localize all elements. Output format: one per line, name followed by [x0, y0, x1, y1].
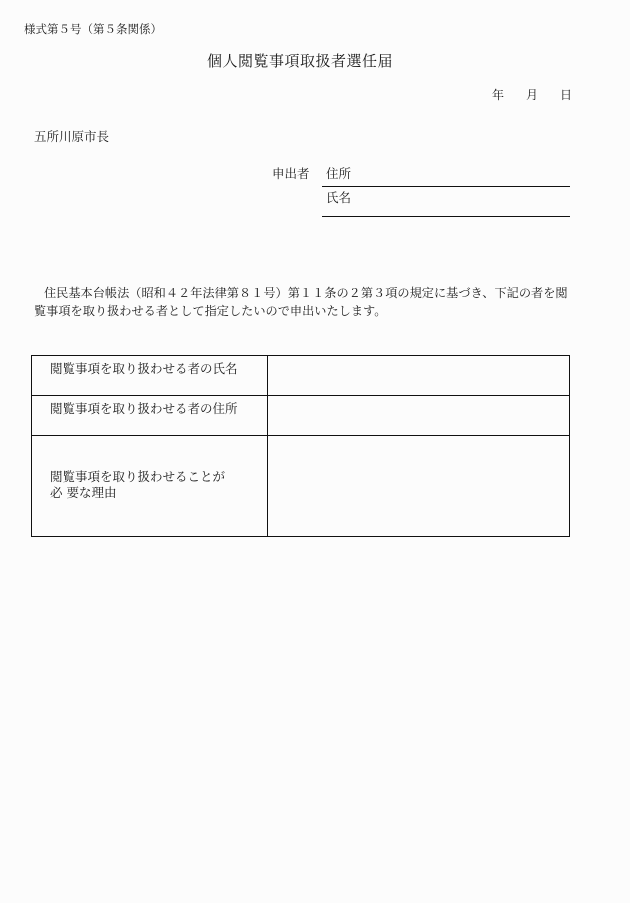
- table-row: [32, 396, 570, 436]
- applicant-address-label: 住所: [326, 166, 352, 181]
- applicant-name-line[interactable]: [322, 216, 570, 217]
- date-field: [492, 86, 572, 103]
- handler-address-field[interactable]: [268, 396, 570, 436]
- reason-field[interactable]: [268, 436, 570, 537]
- date-year-label: 年: [492, 88, 505, 102]
- date-day-label: 日: [560, 88, 573, 102]
- designation-table: [31, 355, 570, 537]
- addressee: 五所川原市長: [34, 129, 110, 144]
- form-number: 様式第５号（第５条関係）: [24, 22, 162, 36]
- handler-address-label: 閲覧事項を取り扱わせる者の住所: [50, 401, 238, 416]
- reason-label-line1: 閲覧事項を取り扱わせることが: [50, 469, 226, 484]
- reason-label: [32, 436, 267, 501]
- applicant-address-line[interactable]: [322, 186, 570, 187]
- page-title: 個人閲覧事項取扱者選任届: [206, 52, 393, 70]
- body-paragraph: 住民基本台帳法（昭和４２年法律第８１号）第１１条の２第３項の規定に基づき、下記の者を閲覧事項を取り扱わせる者として指定したいので申出いたします。: [34, 286, 568, 318]
- table-row: [32, 436, 570, 537]
- handler-name-label-cell: [32, 356, 268, 396]
- handler-name-field[interactable]: [268, 356, 570, 396]
- table-row: [32, 356, 570, 396]
- reason-label-cell: [32, 436, 268, 537]
- handler-name-label: 閲覧事項を取り扱わせる者の氏名: [50, 361, 238, 376]
- applicant-name-label: 氏名: [326, 190, 352, 205]
- date-month-label: 月: [526, 88, 539, 102]
- applicant-label: 申出者: [272, 166, 310, 181]
- reason-label-line2: 必 要な理由: [50, 485, 117, 500]
- handler-address-label-cell: [32, 396, 268, 436]
